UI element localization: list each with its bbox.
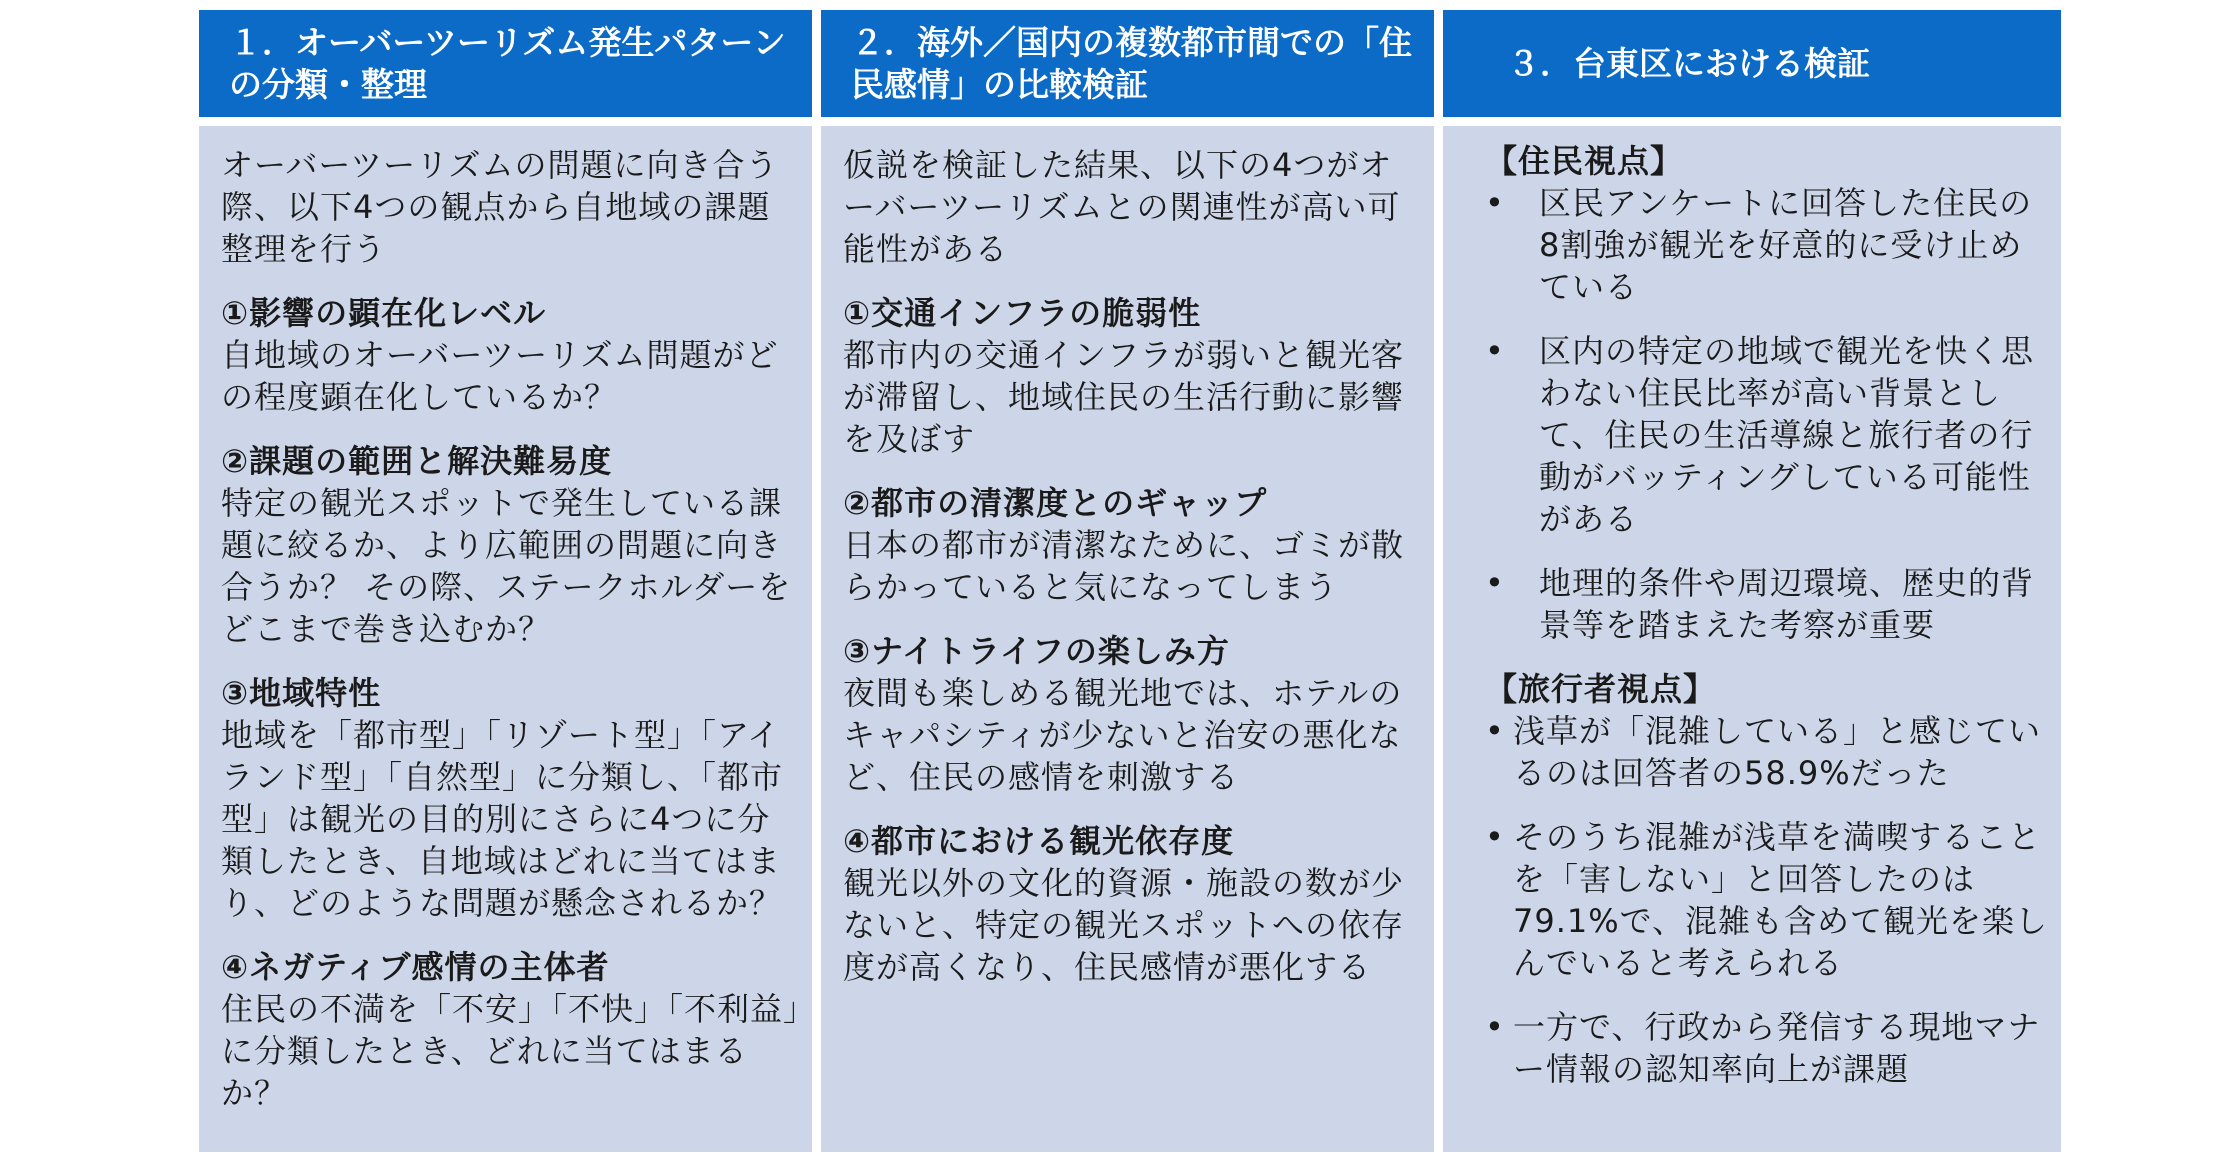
list-item [1485, 710, 2051, 794]
col2-item [843, 820, 1424, 988]
column-body-1 [199, 126, 812, 1152]
list-item-text: 地理的条件や周辺環境、歴史的背景等を踏まえた考察が重要 [1539, 564, 2035, 644]
bullet-icon: • [1485, 1008, 1505, 1046]
col1-item-body: 住民の不満を「不安」「不快」「不利益」に分類したとき、どれに当てはまるか？ [221, 990, 801, 1112]
bullet-icon: • [1485, 818, 1505, 856]
col1-item [221, 292, 802, 418]
resident-points-list [1485, 182, 2051, 646]
col2-item-body: 日本の都市が清潔なために、ゴミが散らかっていると気になってしまう [843, 526, 1405, 606]
column-header-3: ３．台東区における検証 [1443, 10, 2061, 117]
resident-perspective-title: 【住民視点】 [1485, 142, 1684, 180]
list-item [1485, 182, 2051, 308]
col1-item-heading: ①影響の顕在化レベル [221, 294, 547, 332]
col2-item [843, 292, 1424, 460]
col2-item [843, 482, 1424, 608]
comparison-table [199, 10, 2061, 1152]
col2-item [843, 630, 1424, 798]
bullet-icon: • [1485, 712, 1505, 750]
col2-item-heading: ①交通インフラの脆弱性 [843, 294, 1202, 332]
column-body-3 [1443, 126, 2061, 1152]
list-item-text: 一方で、行政から発信する現地マナー情報の認知率向上が課題 [1513, 1008, 2041, 1088]
col2-item-heading: ②都市の清潔度とのギャップ [843, 484, 1268, 522]
col1-item-heading: ③地域特性 [221, 674, 382, 712]
col1-item-heading: ②課題の範囲と解決難易度 [221, 442, 613, 480]
col2-item-body: 夜間も楽しめる観光地では、ホテルのキャパシティが少ないと治安の悪化など、住民の感情を刺激する [843, 674, 1403, 796]
col1-item-heading: ④ネガティブ感情の主体者 [221, 948, 610, 986]
list-item-text: そのうち混雑が浅草を満喫することを「害しない」と回答したのは79.1%で、混雑も含めて観光を楽しんでいると考えられる [1513, 818, 2049, 982]
col2-item-heading: ③ナイトライフの楽しみ方 [843, 632, 1230, 670]
col1-item-body: 特定の観光スポットで発生している課題に絞るか、より広範囲の問題に向き合うか？ その際、ステークホルダーをどこまで巻き込むか？ [221, 484, 792, 648]
list-item [1485, 816, 2051, 984]
traveler-perspective-title: 【旅行者視点】 [1485, 670, 1717, 708]
col2-intro: 仮説を検証した結果、以下の4つがオーバーツーリズムとの関連性が高い可能性がある [843, 146, 1401, 268]
column-body-2 [821, 126, 1434, 1152]
col1-item-body: 自地域のオーバーツーリズム問題がどの程度顕在化しているか？ [221, 336, 779, 416]
col1-item [221, 672, 802, 924]
col1-item [221, 946, 802, 1114]
col2-item-body: 観光以外の文化的資源・施設の数が少ないと、特定の観光スポットへの依存度が高くなり、住民感情が悪化する [843, 864, 1405, 986]
list-item [1485, 562, 2051, 646]
bullet-icon: • [1485, 564, 1505, 602]
list-item [1485, 330, 2051, 540]
traveler-points-list [1485, 710, 2051, 1090]
bullet-icon: • [1485, 184, 1505, 222]
col1-item-body: 地域を「都市型」「リゾート型」「アイランド型」「自然型」に分類し、「都市型」は観光の目的別にさらに4つに分類したとき、自地域はどれに当てはまり、どのような問題が懸念されるか？ [221, 716, 784, 922]
list-item-text: 区内の特定の地域で観光を快く思わない住民比率が高い背景として、住民の生活導線と旅行者の行動がバッティングしている可能性がある [1539, 332, 2035, 538]
col2-item-heading: ④都市における観光依存度 [843, 822, 1235, 860]
list-item [1485, 1006, 2051, 1090]
col2-item-body: 都市内の交通インフラが弱いと観光客が滞留し、地域住民の生活行動に影響を及ぼす [843, 336, 1405, 458]
list-item-text: 区民アンケートに回答した住民の8割強が観光を好意的に受け止めている [1539, 184, 2033, 306]
column-header-2: ２．海外／国内の複数都市間での「住民感情」の比較検証 [821, 10, 1434, 117]
bullet-icon: • [1485, 332, 1505, 370]
col1-item [221, 440, 802, 650]
list-item-text: 浅草が「混雑している」と感じているのは回答者の58.9%だった [1513, 712, 2042, 792]
column-header-1: １．オーバーツーリズム発生パターンの分類・整理 [199, 10, 812, 117]
col1-intro: オーバーツーリズムの問題に向き合う際、以下4つの観点から自地域の課題整理を行う [221, 146, 779, 268]
